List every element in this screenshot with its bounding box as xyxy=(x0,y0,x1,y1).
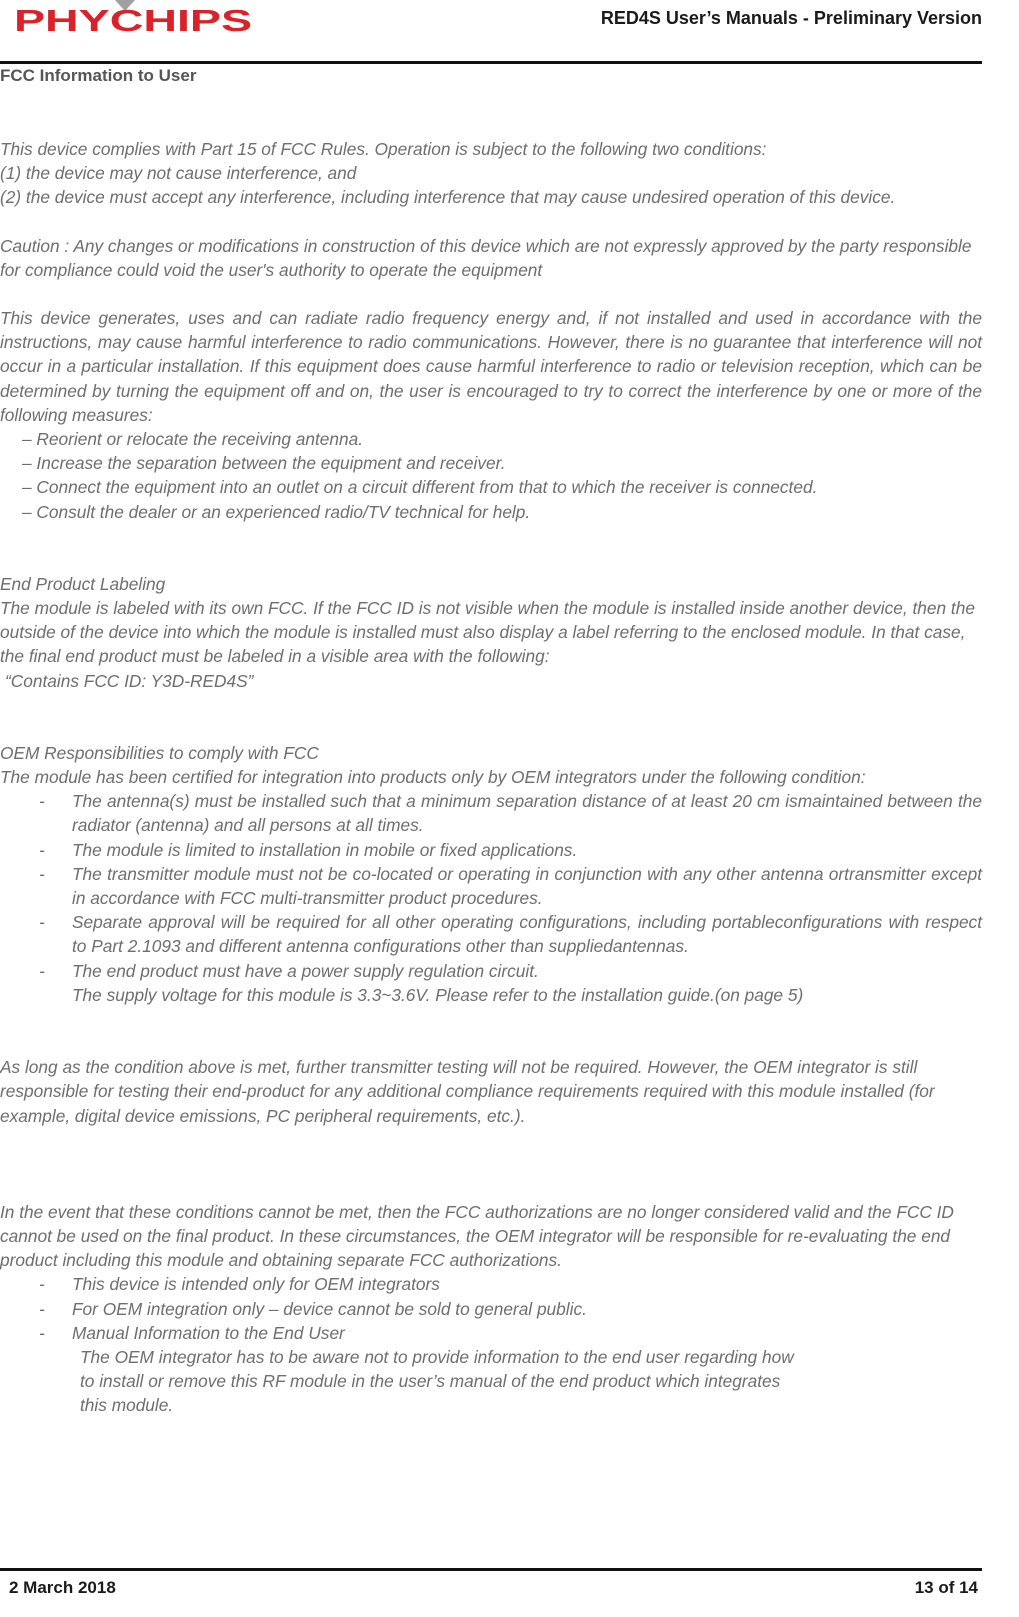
event-paragraph: In the event that these conditions cannot be met, then the FCC authorizations are no longer considered valid and the FCC ID cannot be used on the final product. In these circumstances, the OEM integrator will be responsible for re-evaluating the end product including this module and obtaining separate FCC authorizations. xyxy=(0,1201,954,1271)
manual-info-line: this module. xyxy=(80,1395,174,1416)
fcc-condition-2: (2) the device must accept any interference, including interference that may cause undesired operation of this device. xyxy=(0,187,896,208)
phychips-logo xyxy=(12,0,257,36)
fcc-id-label: “Contains FCC ID: Y3D-RED4S” xyxy=(5,670,254,691)
fcc-interference-statement: This device generates, uses and can radiate radio frequency energy and, if not installed and used in accordance with the instructions, may cause harmful interference to radio communications. However, there is no guarantee that interference will not occur in a particular installation. If this equipment does cause harmful interference to radio or television reception, which can be determined by turning the equipment off and on, the user is encouraged to try to correct the interference by one or more of the following measures: xyxy=(0,308,982,425)
supply-voltage-note: The supply voltage for this module is 3.3~3.6V. Please refer to the installation guide.(on page 5) xyxy=(72,984,804,1005)
fcc-condition-1: (1) the device may not cause interference, and xyxy=(0,163,357,184)
manual-info-line: to install or remove this RF module in the user’s manual of the end product which integrates xyxy=(80,1371,781,1392)
event-bullet: - This device is intended only for OEM integrators xyxy=(39,1274,440,1295)
logo-text: PHYCHIPS xyxy=(14,3,252,36)
fcc-intro: This device complies with Part 15 of FCC Rules. Operation is subject to the following two conditions: xyxy=(0,139,767,159)
page-number: 13 of 14 xyxy=(914,1578,978,1597)
header-rule xyxy=(0,61,982,64)
labeling-heading: End Product Labeling xyxy=(0,573,166,594)
oem-intro: The module has been certified for integration into products only by OEM integrators under the following condition: xyxy=(0,767,866,788)
document-title: RED4S User’s Manuals - Preliminary Version xyxy=(600,8,982,28)
footer-date: 2 March 2018 xyxy=(9,1578,116,1597)
oem-heading: OEM Responsibilities to comply with FCC xyxy=(0,742,319,763)
page-body xyxy=(0,137,982,1418)
event-bullet: - For OEM integration only – device cannot be sold to general public. xyxy=(39,1298,587,1319)
measure-item: – Consult the dealer or an experienced radio/TV technical for help. xyxy=(22,501,531,522)
labeling-body: The module is labeled with its own FCC. If the FCC ID is not visible when the module is installed inside another device, then the outside of the device into which the module is installed must also display a label referring to the enclosed module. In that case, the final end product must be labeled in a visible area with the following: xyxy=(0,598,975,667)
measure-item: – Reorient or relocate the receiving antenna. xyxy=(22,429,364,450)
event-bullet: - Manual Information to the End User xyxy=(39,1322,345,1343)
footer-rule xyxy=(0,1568,982,1571)
manual-info-line: The OEM integrator has to be aware not to provide information to the end user regarding how xyxy=(80,1346,794,1367)
oem-bullet: - The module is limited to installation in mobile or fixed applications. xyxy=(39,839,578,860)
measure-item: – Connect the equipment into an outlet on a circuit different from that to which the receiver is connected. xyxy=(22,477,818,498)
section-title: FCC Information to User xyxy=(0,66,197,85)
fcc-caution: Caution : Any changes or modifications in construction of this device which are not expressly approved by the party responsible for compliance could void the user's authority to operate the equipment xyxy=(0,235,972,280)
measure-item: – Increase the separation between the equipment and receiver. xyxy=(22,453,506,474)
oem-bullet: - The transmitter module must not be co-located or operating in conjunction with any other antenna ortransmitter except in accordance with FCC multi-transmitter product procedures. xyxy=(39,863,982,909)
oem-bullet: - Separate approval will be required for all other operating configurations, including portableconfigurations with respect to Part 2.1093 and different antenna configurations other than suppliedantennas. xyxy=(39,912,982,957)
oem-bullet: - The antenna(s) must be installed such that a minimum separation distance of at least 20 cm ismaintained between the radiator (antenna) and all persons at all times. xyxy=(39,791,982,836)
compliance-paragraph: As long as the condition above is met, further transmitter testing will not be required. However, the OEM integrator is still responsible for testing their end-product for any additional compliance requirements required with this module installed (for example, digital device emissions, PC peripheral requirements, etc.). xyxy=(0,1057,935,1126)
oem-bullet: - The end product must have a power supply regulation circuit. xyxy=(39,960,539,981)
